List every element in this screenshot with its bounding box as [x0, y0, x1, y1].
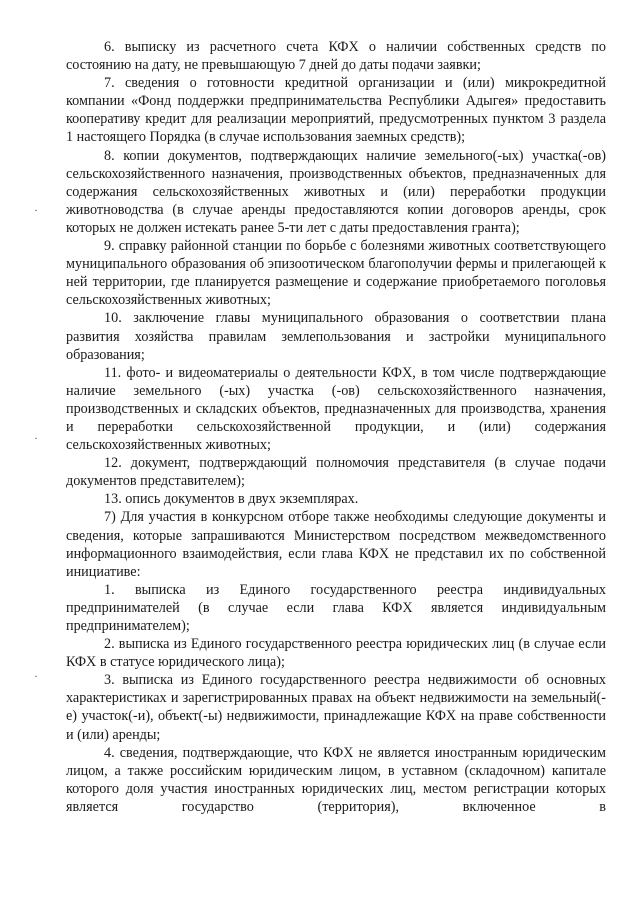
paragraph-item-8: 8. копии документов, подтверждающих наличие земельного(-ых) участка(-ов) сельскохозяйственного назначения, производственных объектов, предназначенных для содержания сельскохозяйственных животных и (или) переработки продукции животноводства (в случае аренды предоставляются копии договоров аренды, срок которых не должен истекать ранее 5-ти лет с даты предоставления гранта);: [66, 147, 606, 236]
scan-margin-mark: ·: [34, 669, 38, 683]
paragraph-item-9: 9. справку районной станции по борьбе с болезнями животных соответствующего муниципального образования об эпизоотическом благополучии фермы и прилегающей к ней территории, где планируется размещение и содержание приобретаемого поголовья сельскохозяйственных животных;: [66, 238, 606, 309]
paragraph-item-7: 7. сведения о готовности кредитной организации и (или) микрокредитной компании «Фонд поддержки предпринимательства Республики Адыгея» предоставить кооперативу кредит для реализации мероприятий, предусмотренных пунктом 3 раздела 1 настоящего Порядка (в случае использования заемных средств);: [66, 75, 606, 146]
document-body: [66, 38, 606, 816]
scan-margin-mark: ·: [34, 203, 38, 217]
paragraph-item-12: 12. документ, подтверждающий полномочия представителя (в случае подачи документов представителем);: [66, 455, 606, 490]
scan-margin-mark: ·: [34, 431, 38, 445]
paragraph-item-11: 11. фото- и видеоматериалы о деятельности КФХ, в том числе подтверждающие наличие земельного (-ых) участка (-ов) сельскохозяйственного назначения, производственных и складских объектов, предназначенных для производства, хранения и переработки сельскохозяйственной продукции, и (или) содержания сельскохозяйственных животных;: [66, 364, 606, 454]
paragraph-subitem-1: 1. выписка из Единого государственного реестра индивидуальных предпринимателей (в случае если глава КФХ является индивидуальным предпринимателем);: [66, 581, 606, 634]
paragraph-item-6: 6. выписку из расчетного счета КФХ о наличии собственных средств по состоянию на дату, не превышающую 7 дней до даты подачи заявки;: [66, 39, 606, 74]
paragraph-item-10: 10. заключение главы муниципального образования о соответствии плана развития хозяйства правилам землепользования и застройки муниципального образования;: [66, 310, 606, 363]
paragraph-section-7: 7) Для участия в конкурсном отборе также необходимы следующие документы и сведения, которые запрашиваются Министерством посредством межведомственного информационного взаимодействия, если глава КФХ не представил их по собственной инициативе:: [66, 509, 606, 580]
paragraph-item-13: 13. опись документов в двух экземплярах.: [104, 491, 359, 508]
paragraph-subitem-2: 2. выписка из Единого государственного реестра юридических лиц (в случае если КФХ в статусе юридического лица);: [66, 636, 606, 671]
paragraph-subitem-4: 4. сведения, подтверждающие, что КФХ не является иностранным юридическим лицом, а также российским юридическим лицом, в уставном (складочном) капитале которого доля участия иностранных юридических лиц, местом регистрации которых является государство (территория), включенное в: [66, 744, 606, 815]
paragraph-subitem-3: 3. выписка из Единого государственного реестра недвижимости об основных характеристиках и зарегистрированных правах на объект недвижимости на земельный(-е) участок(-и), объект(-ы) недвижимости, принадлежащие КФХ на праве собственности и (или) аренды;: [66, 672, 606, 743]
